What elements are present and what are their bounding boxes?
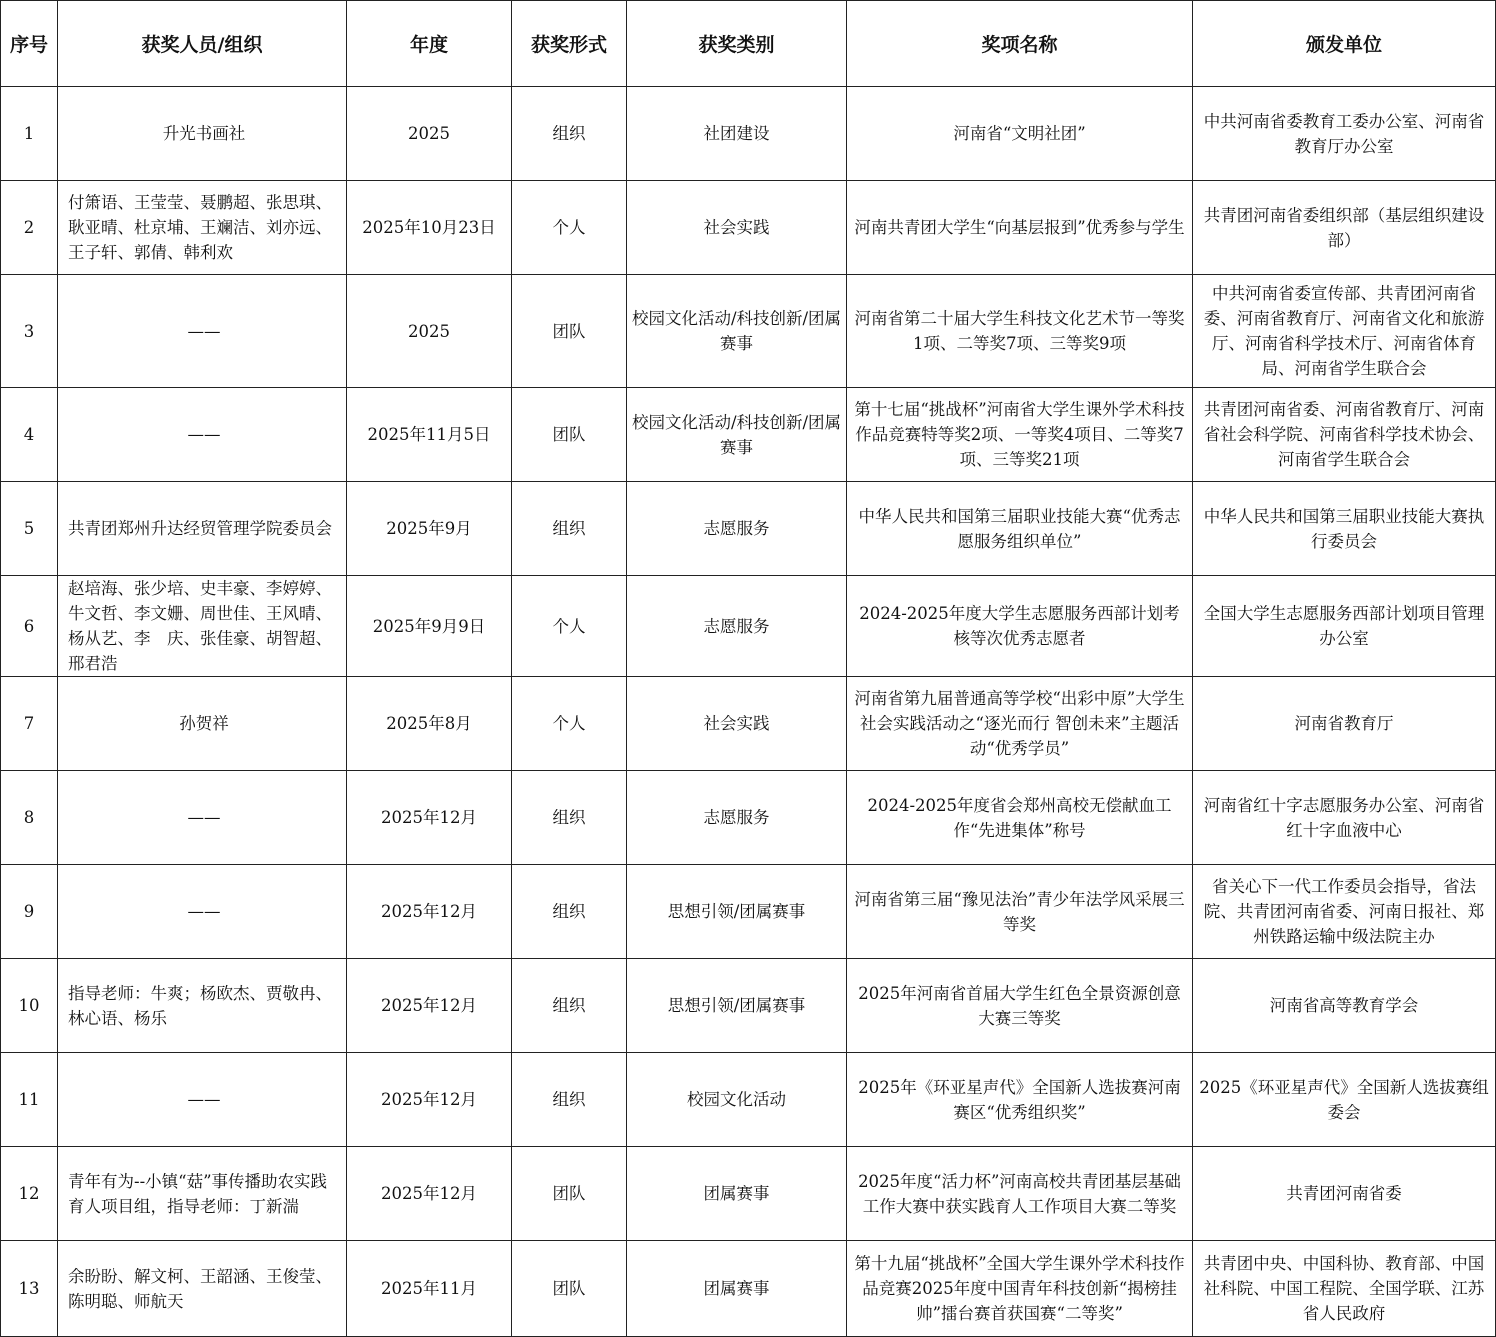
cell-recipient: 升光书画社 <box>58 87 347 181</box>
cell-award: 河南共青团大学生“向基层报到”优秀参与学生 <box>847 181 1193 275</box>
table-row <box>1 1241 1496 1337</box>
cell-issuer: 共青团河南省委、河南省教育厅、河南省社会科学院、河南省科学技术协会、河南省学生联合会 <box>1193 388 1496 482</box>
cell-issuer: 共青团中央、中国科协、教育部、中国社科院、中国工程院、全国学联、江苏省人民政府 <box>1193 1241 1496 1337</box>
table-row <box>1 87 1496 181</box>
cell-no: 6 <box>1 576 58 677</box>
header-recipient: 获奖人员/组织 <box>58 1 347 87</box>
header-row <box>1 1 1496 87</box>
cell-issuer: 省关心下一代工作委员会指导，省法院、共青团河南省委、河南日报社、郑州铁路运输中级法院主办 <box>1193 865 1496 959</box>
cell-recipient: 共青团郑州升达经贸管理学院委员会 <box>58 482 347 576</box>
cell-award: 河南省第三届“豫见法治”青少年法学风采展三等奖 <box>847 865 1193 959</box>
cell-award: 2024-2025年度省会郑州高校无偿献血工作“先进集体”称号 <box>847 771 1193 865</box>
cell-year: 2025年12月 <box>347 771 512 865</box>
cell-year: 2025年9月9日 <box>347 576 512 677</box>
cell-year: 2025年12月 <box>347 865 512 959</box>
cell-no: 9 <box>1 865 58 959</box>
cell-year: 2025年11月 <box>347 1241 512 1337</box>
cell-category: 思想引领/团属赛事 <box>627 959 847 1053</box>
cell-recipient: 余盼盼、解文柯、王韶涵、王俊莹、陈明聪、师航天 <box>58 1241 347 1337</box>
cell-no: 1 <box>1 87 58 181</box>
cell-year: 2025 <box>347 87 512 181</box>
header-category: 获奖类别 <box>627 1 847 87</box>
cell-issuer: 河南省教育厅 <box>1193 677 1496 771</box>
cell-no: 2 <box>1 181 58 275</box>
cell-form: 组织 <box>512 87 627 181</box>
cell-category: 团属赛事 <box>627 1241 847 1337</box>
cell-no: 12 <box>1 1147 58 1241</box>
cell-issuer: 2025《环亚星声代》全国新人选拔赛组委会 <box>1193 1053 1496 1147</box>
cell-recipient: —— <box>58 771 347 865</box>
cell-recipient: 付箫语、王莹莹、聂鹏超、张思琪、耿亚晴、杜京埔、王斓洁、刘亦远、王子轩、郭倩、韩利欢 <box>58 181 347 275</box>
cell-year: 2025年12月 <box>347 1147 512 1241</box>
cell-recipient: 青年有为--小镇“菇”事传播助农实践育人项目组，指导老师：丁新湍 <box>58 1147 347 1241</box>
cell-category: 社会实践 <box>627 181 847 275</box>
cell-no: 11 <box>1 1053 58 1147</box>
table-row <box>1 1147 1496 1241</box>
cell-issuer: 共青团河南省委组织部（基层组织建设部） <box>1193 181 1496 275</box>
table-row <box>1 275 1496 388</box>
cell-form: 团队 <box>512 1147 627 1241</box>
table-row <box>1 959 1496 1053</box>
cell-no: 4 <box>1 388 58 482</box>
cell-year: 2025年12月 <box>347 1053 512 1147</box>
cell-recipient: 指导老师：牛爽；杨欧杰、贾敬冉、林心语、杨乐 <box>58 959 347 1053</box>
cell-award: 河南省第二十届大学生科技文化艺术节一等奖1项、二等奖7项、三等奖9项 <box>847 275 1193 388</box>
cell-category: 志愿服务 <box>627 771 847 865</box>
header-issuer: 颁发单位 <box>1193 1 1496 87</box>
cell-form: 组织 <box>512 865 627 959</box>
cell-year: 2025年8月 <box>347 677 512 771</box>
header-year: 年度 <box>347 1 512 87</box>
cell-form: 组织 <box>512 1053 627 1147</box>
cell-category: 社团建设 <box>627 87 847 181</box>
table-row <box>1 576 1496 677</box>
table-row <box>1 388 1496 482</box>
cell-recipient: —— <box>58 865 347 959</box>
cell-award: 2025年《环亚星声代》全国新人选拔赛河南赛区“优秀组织奖” <box>847 1053 1193 1147</box>
table-row <box>1 865 1496 959</box>
cell-award: 2024-2025年度大学生志愿服务西部计划考核等次优秀志愿者 <box>847 576 1193 677</box>
cell-form: 团队 <box>512 275 627 388</box>
cell-year: 2025年10月23日 <box>347 181 512 275</box>
cell-no: 13 <box>1 1241 58 1337</box>
cell-award: 2025年度“活力杯”河南高校共青团基层基础工作大赛中获实践育人工作项目大赛二等奖 <box>847 1147 1193 1241</box>
cell-issuer: 全国大学生志愿服务西部计划项目管理办公室 <box>1193 576 1496 677</box>
cell-award: 2025年河南省首届大学生红色全景资源创意大赛三等奖 <box>847 959 1193 1053</box>
header-award: 奖项名称 <box>847 1 1193 87</box>
cell-form: 团队 <box>512 388 627 482</box>
cell-year: 2025年9月 <box>347 482 512 576</box>
cell-award: 第十七届“挑战杯”河南省大学生课外学术科技作品竞赛特等奖2项、一等奖4项目、二等奖7项、三等奖21项 <box>847 388 1193 482</box>
table-row <box>1 677 1496 771</box>
cell-award: 中华人民共和国第三届职业技能大赛“优秀志愿服务组织单位” <box>847 482 1193 576</box>
cell-form: 组织 <box>512 959 627 1053</box>
cell-year: 2025年11月5日 <box>347 388 512 482</box>
cell-category: 校园文化活动/科技创新/团属赛事 <box>627 388 847 482</box>
cell-recipient: —— <box>58 275 347 388</box>
cell-issuer: 中华人民共和国第三届职业技能大赛执行委员会 <box>1193 482 1496 576</box>
cell-category: 思想引领/团属赛事 <box>627 865 847 959</box>
table-row <box>1 771 1496 865</box>
cell-award: 河南省“文明社团” <box>847 87 1193 181</box>
cell-no: 3 <box>1 275 58 388</box>
cell-no: 7 <box>1 677 58 771</box>
table-row <box>1 482 1496 576</box>
cell-form: 个人 <box>512 181 627 275</box>
cell-category: 社会实践 <box>627 677 847 771</box>
table-row <box>1 1053 1496 1147</box>
cell-form: 组织 <box>512 771 627 865</box>
cell-award: 河南省第九届普通高等学校“出彩中原”大学生社会实践活动之“逐光而行 智创未来”主题活动“优秀学员” <box>847 677 1193 771</box>
cell-category: 校园文化活动 <box>627 1053 847 1147</box>
cell-category: 团属赛事 <box>627 1147 847 1241</box>
header-form: 获奖形式 <box>512 1 627 87</box>
cell-issuer: 河南省高等教育学会 <box>1193 959 1496 1053</box>
cell-no: 8 <box>1 771 58 865</box>
cell-issuer: 中共河南省委宣传部、共青团河南省委、河南省教育厅、河南省文化和旅游厅、河南省科学技术厅、河南省体育局、河南省学生联合会 <box>1193 275 1496 388</box>
cell-form: 个人 <box>512 576 627 677</box>
header-no: 序号 <box>1 1 58 87</box>
cell-year: 2025 <box>347 275 512 388</box>
cell-no: 10 <box>1 959 58 1053</box>
cell-category: 志愿服务 <box>627 576 847 677</box>
cell-form: 个人 <box>512 677 627 771</box>
cell-category: 志愿服务 <box>627 482 847 576</box>
cell-recipient: —— <box>58 388 347 482</box>
cell-issuer: 河南省红十字志愿服务办公室、河南省红十字血液中心 <box>1193 771 1496 865</box>
cell-issuer: 中共河南省委教育工委办公室、河南省教育厅办公室 <box>1193 87 1496 181</box>
cell-no: 5 <box>1 482 58 576</box>
cell-award: 第十九届“挑战杯”全国大学生课外学术科技作品竞赛2025年度中国青年科技创新“揭榜挂帅”擂台赛首获国赛“二等奖” <box>847 1241 1193 1337</box>
cell-form: 组织 <box>512 482 627 576</box>
cell-issuer: 共青团河南省委 <box>1193 1147 1496 1241</box>
table-row <box>1 181 1496 275</box>
cell-year: 2025年12月 <box>347 959 512 1053</box>
cell-form: 团队 <box>512 1241 627 1337</box>
cell-category: 校园文化活动/科技创新/团属赛事 <box>627 275 847 388</box>
cell-recipient: 赵培海、张少培、史丰豪、李婷婷、牛文哲、李文姗、周世佳、王风晴、杨从艺、李 庆、张佳豪、胡智超、邢君浩 <box>58 576 347 677</box>
cell-recipient: —— <box>58 1053 347 1147</box>
cell-recipient: 孙贺祥 <box>58 677 347 771</box>
